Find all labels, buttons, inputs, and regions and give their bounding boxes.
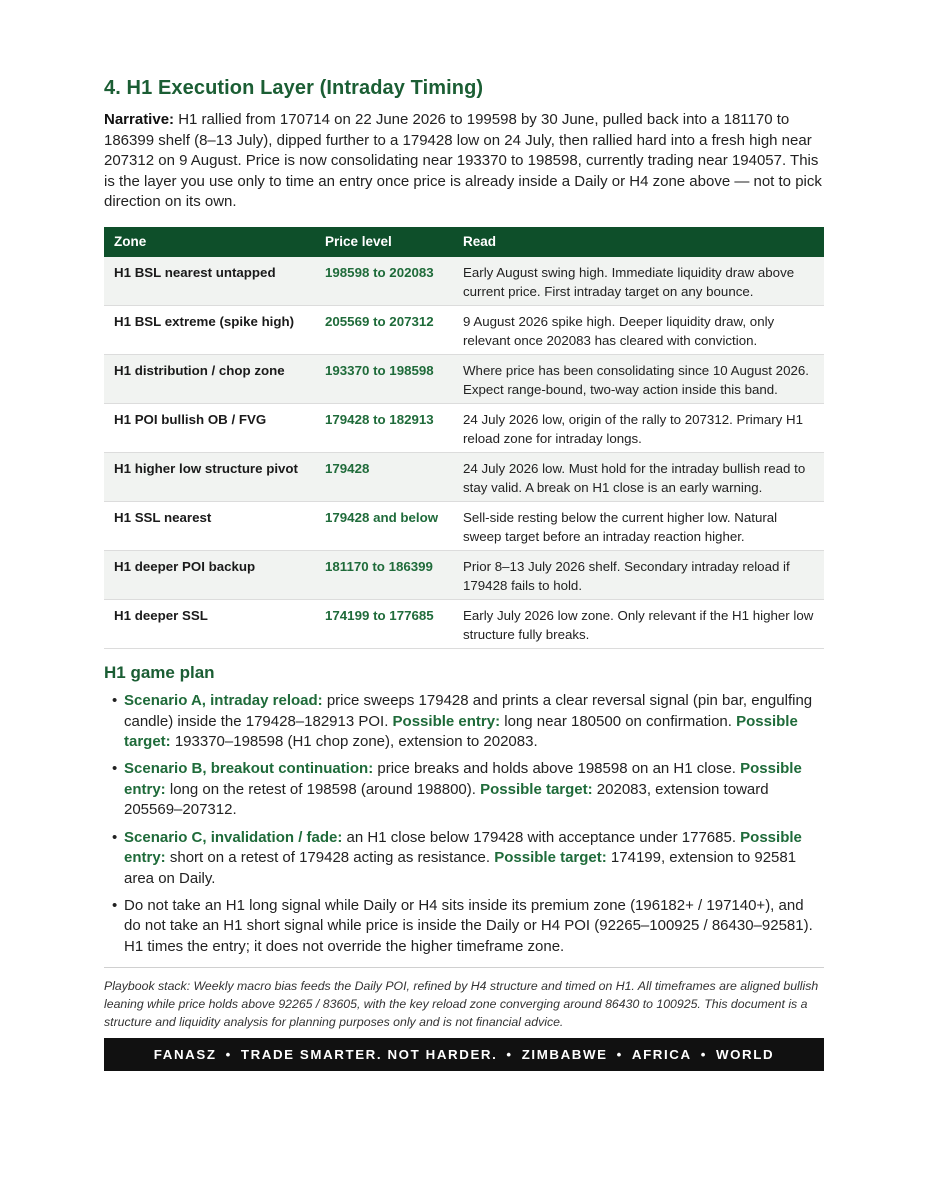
- scenario-label: Scenario B, breakout continuation:: [124, 760, 374, 778]
- bullet-marker: •: [112, 760, 118, 778]
- price-cell: 179428 and below: [315, 501, 453, 550]
- list-item: [112, 828, 824, 890]
- entry-text: long near 180500 on confirmation.: [500, 712, 737, 730]
- target-label: Possible target:: [494, 849, 607, 867]
- bullet-marker: •: [112, 691, 118, 709]
- table-header-row: [104, 227, 824, 257]
- content-column: [104, 74, 824, 1071]
- entry-text: short on a retest of 179428 acting as resistance.: [165, 849, 495, 867]
- target-text: 193370–198598 (H1 chop zone), extension to 202083.: [170, 733, 538, 751]
- read-cell: 24 July 2026 low, origin of the rally to 207312. Primary H1 reload zone for intraday longs.: [453, 403, 824, 452]
- price-cell: 179428: [315, 452, 453, 501]
- bullet-marker: •: [112, 896, 118, 914]
- target-text: 202083, extension toward 205569–207312.: [124, 780, 769, 819]
- price-cell: 198598 to 202083: [315, 257, 453, 306]
- table-row: [104, 403, 824, 452]
- table-row: [104, 550, 824, 599]
- note-text: Do not take an H1 long signal while Daily or H4 sits inside its premium zone (196182+ / 197140+), and do not take an H1 short signal while price is inside the Daily or H4 POI (92265–100925 / 86430–92581). H1 times the entry; it does not override the higher timeframe zone.: [124, 896, 813, 955]
- price-cell: 174199 to 177685: [315, 599, 453, 648]
- section-title: 4. H1 Execution Layer (Intraday Timing): [104, 77, 484, 99]
- header-price-level: Price level: [315, 227, 453, 257]
- footer-bar: [104, 1038, 824, 1071]
- zone-cell: H1 higher low structure pivot: [104, 452, 315, 501]
- header-zone: Zone: [104, 227, 315, 257]
- narrative-text: H1 rallied from 170714 on 22 June 2026 to 199598 by 30 June, pulled back into a 181170 to 186399 shelf (8–13 July), dipped further to a 179428 low on 24 July, then rallied hard into a fresh high near 207312 on 9 August. Price is now consolidating near 193370 to 198598, currently trading near 194057. This is the layer you use only to time an entry once price is already inside a Daily or H4 zone above — not to pick direction on its own.: [104, 111, 822, 211]
- list-item: [112, 896, 824, 958]
- table-row: [104, 501, 824, 550]
- zone-cell: H1 BSL extreme (spike high): [104, 305, 315, 354]
- target-label: Possible target:: [124, 712, 798, 751]
- entry-text: long on the retest of 198598 (around 198800).: [165, 780, 481, 798]
- divider: [104, 967, 824, 968]
- zone-cell: H1 POI bullish OB / FVG: [104, 403, 315, 452]
- target-label: Possible target:: [480, 780, 593, 798]
- footer-brand: FANASZ: [153, 1046, 217, 1062]
- read-cell: Early August swing high. Immediate liquidity draw above current price. First intraday target on any bounce.: [453, 257, 824, 306]
- read-cell: Sell-side resting below the current higher low. Natural sweep target before an intraday reaction higher.: [453, 501, 824, 550]
- footer-separator: •: [506, 1046, 513, 1062]
- price-cell: 181170 to 186399: [315, 550, 453, 599]
- game-plan-list: [104, 691, 824, 958]
- table-row: [104, 354, 824, 403]
- read-cell: Prior 8–13 July 2026 shelf. Secondary intraday reload if 179428 fails to hold.: [453, 550, 824, 599]
- target-text: 174199, extension to 92581 area on Daily.: [124, 849, 797, 887]
- footer-separator: •: [700, 1046, 707, 1062]
- scenario-label: Scenario A, intraday reload:: [124, 691, 323, 709]
- bullet-marker: •: [112, 828, 118, 846]
- read-cell: 24 July 2026 low. Must hold for the intraday bullish read to stay valid. A break on H1 close is an early warning.: [453, 452, 824, 501]
- zone-cell: H1 distribution / chop zone: [104, 354, 315, 403]
- footer-country: ZIMBABWE: [521, 1046, 608, 1062]
- footnote: Playbook stack: Weekly macro bias feeds the Daily POI, refined by H4 structure and timed on H1. All timeframes are aligned bullish leaning while price holds above 92265 / 83605, with the key reload zone converging around 86430 to 100925. This document is a structure and liquidity analysis for planning purposes only and is not financial advice.: [104, 978, 819, 1029]
- zone-cell: H1 SSL nearest: [104, 501, 315, 550]
- list-item: [112, 759, 824, 821]
- narrative-label: Narrative:: [104, 111, 175, 128]
- header-read: Read: [453, 227, 824, 257]
- entry-label: Possible entry:: [124, 828, 802, 867]
- entry-label: Possible entry:: [124, 760, 802, 798]
- game-plan-title: H1 game plan: [104, 662, 215, 682]
- footer-separator: •: [616, 1046, 623, 1062]
- zone-cell: H1 deeper POI backup: [104, 550, 315, 599]
- table-row: [104, 305, 824, 354]
- table-row: [104, 599, 824, 648]
- list-item: [112, 691, 824, 753]
- zone-cell: H1 deeper SSL: [104, 599, 315, 648]
- zones-table: [104, 227, 824, 649]
- scenario-text: price sweeps 179428 and prints a clear reversal signal (pin bar, engulfing candle) inside the 179428–182913 POI.: [124, 691, 813, 730]
- scenario-text: an H1 close below 179428 with acceptance under 177685.: [342, 828, 741, 846]
- table-row: [104, 452, 824, 501]
- read-cell: 9 August 2026 spike high. Deeper liquidity draw, only relevant once 202083 has cleared with conviction.: [453, 305, 824, 354]
- table-row: [104, 257, 824, 306]
- scenario-text: price breaks and holds above 198598 on an H1 close.: [373, 760, 741, 778]
- scenario-label: Scenario C, invalidation / fade:: [124, 828, 343, 846]
- price-cell: 193370 to 198598: [315, 354, 453, 403]
- entry-label: Possible entry:: [392, 712, 501, 730]
- footer-continent: AFRICA: [631, 1046, 692, 1062]
- read-cell: Where price has been consolidating since 10 August 2026. Expect range-bound, two-way action inside this band.: [453, 354, 824, 403]
- narrative-paragraph: [104, 110, 824, 213]
- price-cell: 205569 to 207312: [315, 305, 453, 354]
- read-cell: Early July 2026 low zone. Only relevant if the H1 higher low structure fully breaks.: [453, 599, 824, 648]
- zone-cell: H1 BSL nearest untapped: [104, 257, 315, 306]
- footer-tagline: TRADE SMARTER. NOT HARDER.: [240, 1046, 498, 1062]
- footer-world: WORLD: [715, 1046, 775, 1062]
- price-cell: 179428 to 182913: [315, 403, 453, 452]
- footer-separator: •: [225, 1046, 232, 1062]
